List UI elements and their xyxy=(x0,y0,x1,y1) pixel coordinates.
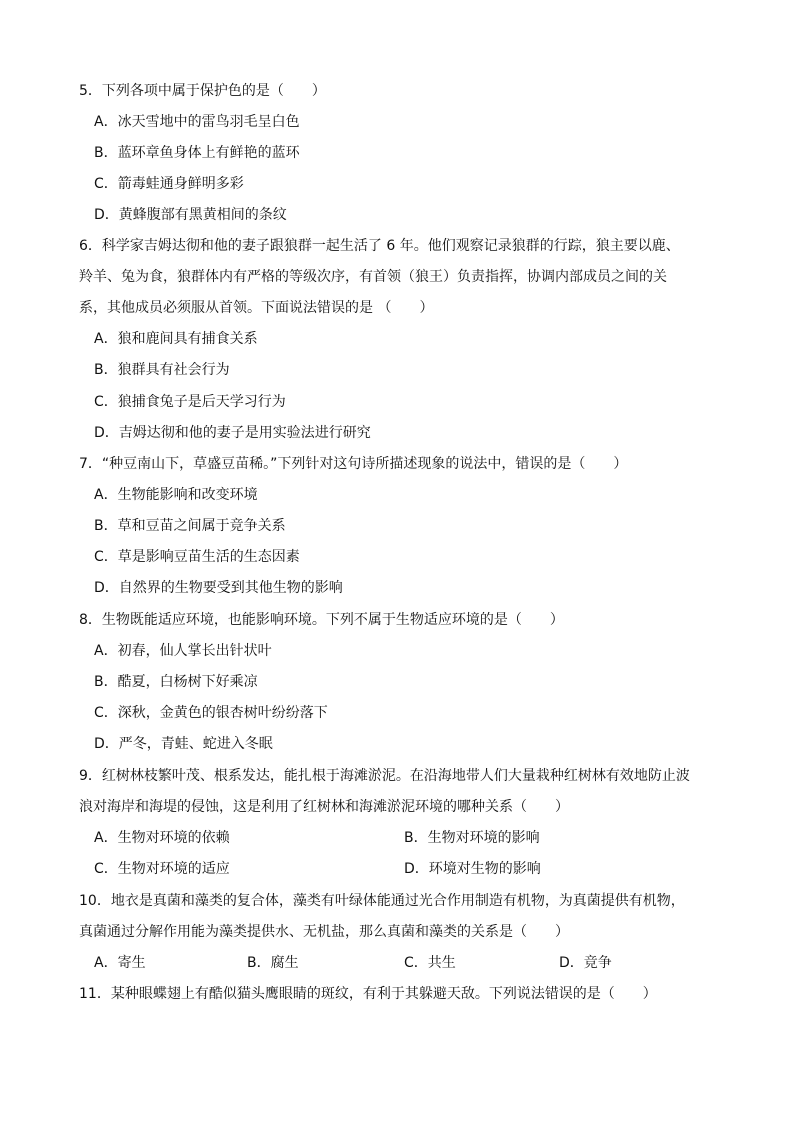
question-9-option-b: B．生物对环境的影响 xyxy=(404,830,540,846)
question-6-option-c: C．狼捕食兔子是后天学习行为 xyxy=(94,394,286,410)
question-5-stem: 5．下列各项中属于保护色的是（ ） xyxy=(79,83,326,99)
question-8-stem: 8．生物既能适应环境，也能影响环境。下列不属于生物适应环境的是（ ） xyxy=(79,612,564,628)
question-5-option-b: B．蓝环章鱼身体上有鲜艳的蓝环 xyxy=(94,145,300,161)
question-5-option-a: A．冰天雪地中的雷鸟羽毛呈白色 xyxy=(94,114,300,130)
question-10-option-d: D．竞争 xyxy=(559,955,612,971)
question-7-stem: 7．“种豆南山下，草盛豆苗稀。”下列针对这句诗所描述现象的说法中，错误的是（ ） xyxy=(79,456,628,472)
question-9-stem-line-1: 9．红树林枝繁叶茂、根系发达，能扎根于海滩淤泥。在沿海地带人们大量栽种红树林有效地防止波 xyxy=(79,768,690,784)
question-9-option-a: A．生物对环境的依赖 xyxy=(94,830,230,846)
question-6-stem-line-3: 系，其他成员必须服从首领。下面说法错误的是 （ ） xyxy=(79,300,434,316)
question-6-option-b: B．狼群具有社会行为 xyxy=(94,362,230,378)
question-7-option-b: B．草和豆苗之间属于竞争关系 xyxy=(94,518,286,534)
question-8-option-b: B．酷夏，白杨树下好乘凉 xyxy=(94,674,258,690)
question-7-option-d: D．自然界的生物要受到其他生物的影响 xyxy=(94,580,343,596)
question-6-stem-line-2: 羚羊、兔为食，狼群体内有严格的等级次序，有首领（狼王）负责指挥，协调内部成员之间的关 xyxy=(79,269,667,285)
question-9-stem-line-2: 浪对海岸和海堤的侵蚀，这是利用了红树林和海滩淤泥环境的哪种关系（ ） xyxy=(79,799,569,815)
question-8-option-c: C．深秋，金黄色的银杏树叶纷纷落下 xyxy=(94,705,328,721)
question-5-option-c: C．箭毒蛙通身鲜明多彩 xyxy=(94,176,244,192)
question-7-option-a: A．生物能影响和改变环境 xyxy=(94,487,258,503)
question-11-stem: 11．某种眼蝶翅上有酷似猫头鹰眼睛的斑纹，有利于其躲避天敌。下列说法错误的是（ ） xyxy=(79,986,657,1002)
question-5-option-d: D．黄蜂腹部有黑黄相间的条纹 xyxy=(94,207,287,223)
question-6-stem-line-1: 6．科学家吉姆达彻和他的妻子跟狼群一起生活了 6 年。他们观察记录狼群的行踪，狼主要以鹿、 xyxy=(79,238,680,254)
question-10-stem-line-1: 10．地衣是真菌和藻类的复合体，藻类有叶绿体能通过光合作用制造有机物，为真菌提供有机物， xyxy=(79,893,685,909)
question-7-option-c: C．草是影响豆苗生活的生态因素 xyxy=(94,549,300,565)
question-9-option-d: D．环境对生物的影响 xyxy=(404,861,541,877)
question-10-stem-line-2: 真菌通过分解作用能为藻类提供水、无机盐，那么真菌和藻类的关系是（ ） xyxy=(79,924,569,940)
question-6-option-a: A．狼和鹿间具有捕食关系 xyxy=(94,331,258,347)
question-8-option-d: D．严冬，青蛙、蛇进入冬眠 xyxy=(94,736,273,752)
question-10-option-c: C．共生 xyxy=(404,955,456,971)
question-10-option-b: B．腐生 xyxy=(247,955,299,971)
question-9-option-c: C．生物对环境的适应 xyxy=(94,861,230,877)
question-6-option-d: D．吉姆达彻和他的妻子是用实验法进行研究 xyxy=(94,425,371,441)
question-8-option-a: A．初春，仙人掌长出针状叶 xyxy=(94,643,272,659)
question-10-option-a: A．寄生 xyxy=(94,955,146,971)
